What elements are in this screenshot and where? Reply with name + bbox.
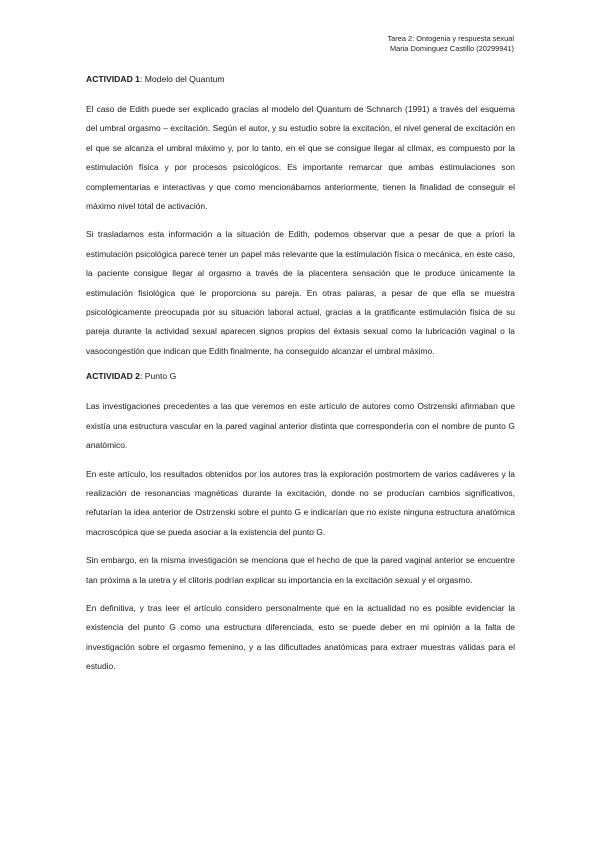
section-title: : Punto G [139, 371, 177, 382]
section-label: ACTIVIDAD 2 [86, 371, 140, 382]
section-heading-actividad-1 [86, 73, 515, 85]
page-header [387, 34, 514, 54]
paragraph: Si trasladamos esta información a la situación de Edith, podemos observar que a pesar de que a priori la estimulación psicológica parece tener un papel más relevante que la estimulación física o mecánica, en este caso, la paciente consigue llegar al orgasmo a través de la placentera sensación que le produce únicamente la estimulación fisiológica que le proporciona su pareja. En otras palaras, a pesar de que ella se muestra psicológicamente preocupada por su situación laboral actual, gracias a la gratificante estimulación física de su pareja durante la actividad sexual aparecen signos propios del éxtasis sexual como la lubricación vaginal o la vasocongestión que indican que Edith finalmente, ha conseguido alcanzar el umbral máximo. [86, 229, 515, 356]
header-course-title: Tarea 2: Ontogenia y respuesta sexual [387, 34, 514, 43]
header-author: Maria Dominguez Castillo (20299941) [389, 44, 514, 53]
paragraph: Sin embargo, en la misma investigación se menciona que el hecho de que la pared vaginal anterior se encuentre tan próxima a la uretra y el clítoris podrían explicar su importancia en la excitación sexual y el orgasmo. [86, 555, 515, 585]
paragraph: Las investigaciones precedentes a las que veremos en este artículo de autores como Ostrzenski afirmaban que existía una estructura vascular en la pared vaginal anterior distinta que correspondería con el nombre de punto G anatómico. [86, 401, 515, 451]
document-body [86, 73, 515, 686]
paragraph: En este artículo, los resultados obtenidos por los autores tras la exploración postmortem de varios cadáveres y la realización de resonancias magnéticas durante la excitación, donde no se producían cambios significativos, refutarían la idea anterior de Ostrzenski sobre el punto G e indicarían que no existe ninguna estructura anatómica macroscópica que se pueda asociar a la existencia del punto G. [86, 468, 515, 537]
paragraph: En definitiva, y tras leer el artículo considero personalmente que en la actualidad no es posible evidenciar la existencia del punto G como una estructura diferenciada, esto se puede deber en mi opinión a la falta de investigación sobre el orgasmo femenino, y a las dificultades anatómicas para extraer muestras válidas para el estudio. [86, 602, 515, 672]
section-title: : Modelo del Quantum [139, 74, 225, 84]
section-label: ACTIVIDAD 1 [86, 74, 140, 84]
section-heading-actividad-2 [86, 370, 515, 382]
paragraph: El caso de Edith puede ser explicado gracias al modelo del Quantum de Schnarch (1991) a través del esquema del umbral orgasmo – excitación. Según el autor, y su estudio sobre la excitación, el nivel general de excitación en el que se alcanza el umbral máximo y, por lo tanto, en el que se consigue llegar al clímax, es compuesto por la estimulación física y por procesos psicológicos. Es importante remarcar que ambas estimulaciones son complementarias e interactivas y que como mencionábamos anteriormente, tienen la finalidad de conseguir el máximo nivel total de activación. [86, 104, 515, 212]
